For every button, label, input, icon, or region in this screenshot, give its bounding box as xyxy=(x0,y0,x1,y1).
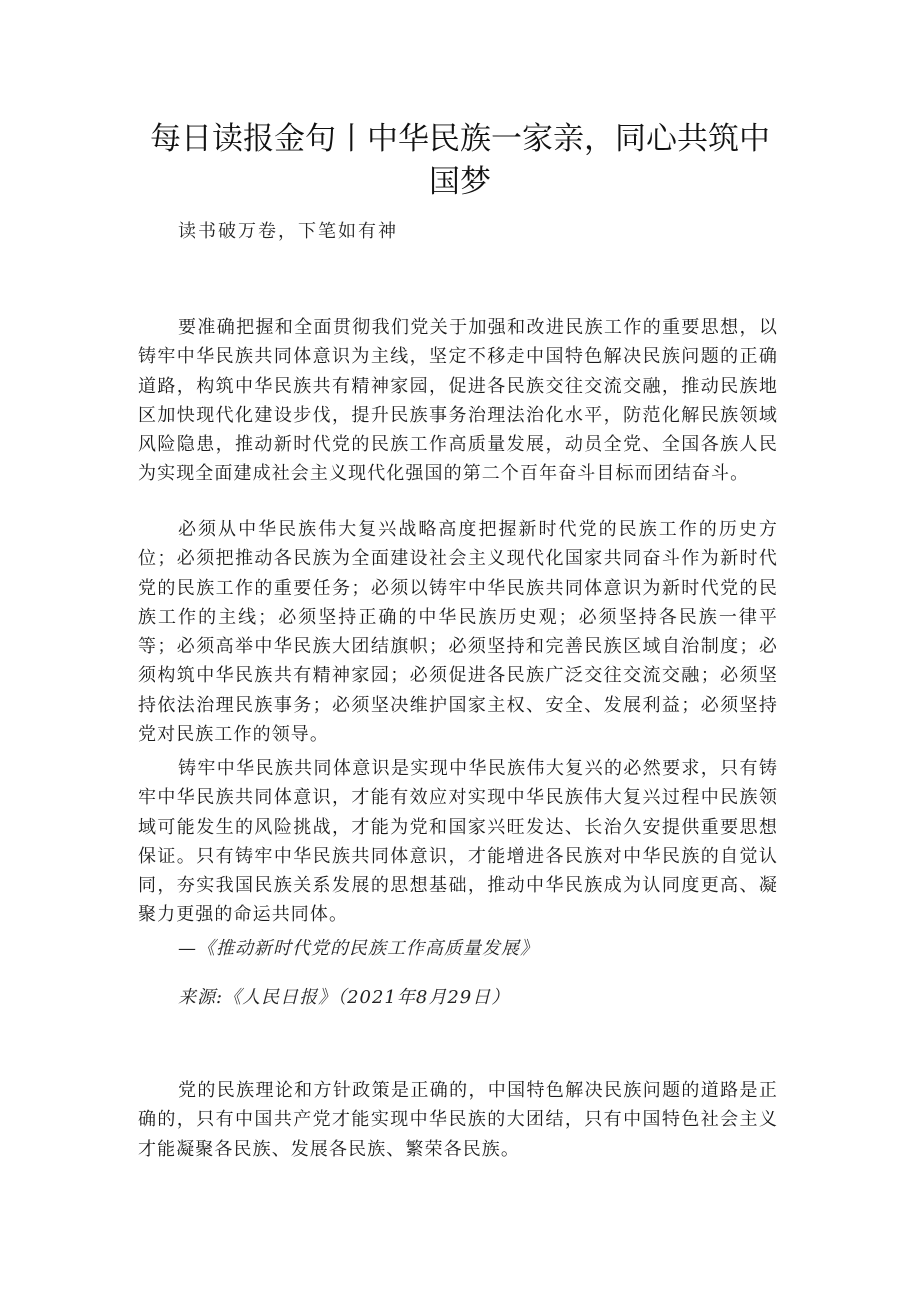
motto-line: 读书破万卷，下笔如有神 xyxy=(178,221,398,242)
citation-line: —《推动新时代党的民族工作高质量发展》 xyxy=(178,938,539,959)
source-line: 来源:《人民日报》（2021年8月29日） xyxy=(178,987,511,1008)
paragraph-1: 要准确把握和全面贯彻我们党关于加强和改进民族工作的重要思想，以铸牢中华民族共同体意识为主线，坚定不移走中国特色解决民族问题的正确道路，构筑中华民族共有精神家园，促进各民族交往交流交融，推动民族地区加快现代化建设步伐，提升民族事务治理法治化水平，防范化解民族领域风险隐患，推动新时代党的民族工作高质量发展，动员全党、全国各族人民为实现全面建成社会主义现代化强国的第二个百年奋斗目标而团结奋斗。 xyxy=(138,317,778,485)
page-title: 每日读报金句丨中华民族一家亲，同心共筑中国梦 xyxy=(150,121,770,200)
paragraph-2: 必须从中华民族伟大复兴战略高度把握新时代党的民族工作的历史方位；必须把推动各民族为全面建设社会主义现代化国家共同奋斗作为新时代党的民族工作的重要任务；必须以铸牢中华民族共同体意识为新时代党的民族工作的主线；必须坚持正确的中华民族历史观；必须坚持各民族一律平等；必须高举中华民族大团结旗帜；必须坚持和完善民族区域自治制度；必须构筑中华民族共有精神家园；必须促进各民族广泛交往交流交融；必须坚持依法治理民族事务；必须坚决维护国家主权、安全、发展利益；必须坚持党对民族工作的领导。 xyxy=(138,519,778,746)
paragraph-4: 党的民族理论和方针政策是正确的，中国特色解决民族问题的道路是正确的，只有中国共产党才能实现中华民族的大团结，只有中国特色社会主义才能凝聚各民族、发展各民族、繁荣各民族。 xyxy=(138,1080,778,1160)
paragraph-3: 铸牢中华民族共同体意识是实现中华民族伟大复兴的必然要求，只有铸牢中华民族共同体意识，才能有效应对实现中华民族伟大复兴过程中民族领域可能发生的风险挑战，才能为党和国家兴旺发达、长治久安提供重要思想保证。只有铸牢中华民族共同体意识，才能增进各民族对中华民族的自觉认同，夯实我国民族关系发展的思想基础，推动中华民族成为认同度更高、凝聚力更强的命运共同体。 xyxy=(138,758,778,926)
